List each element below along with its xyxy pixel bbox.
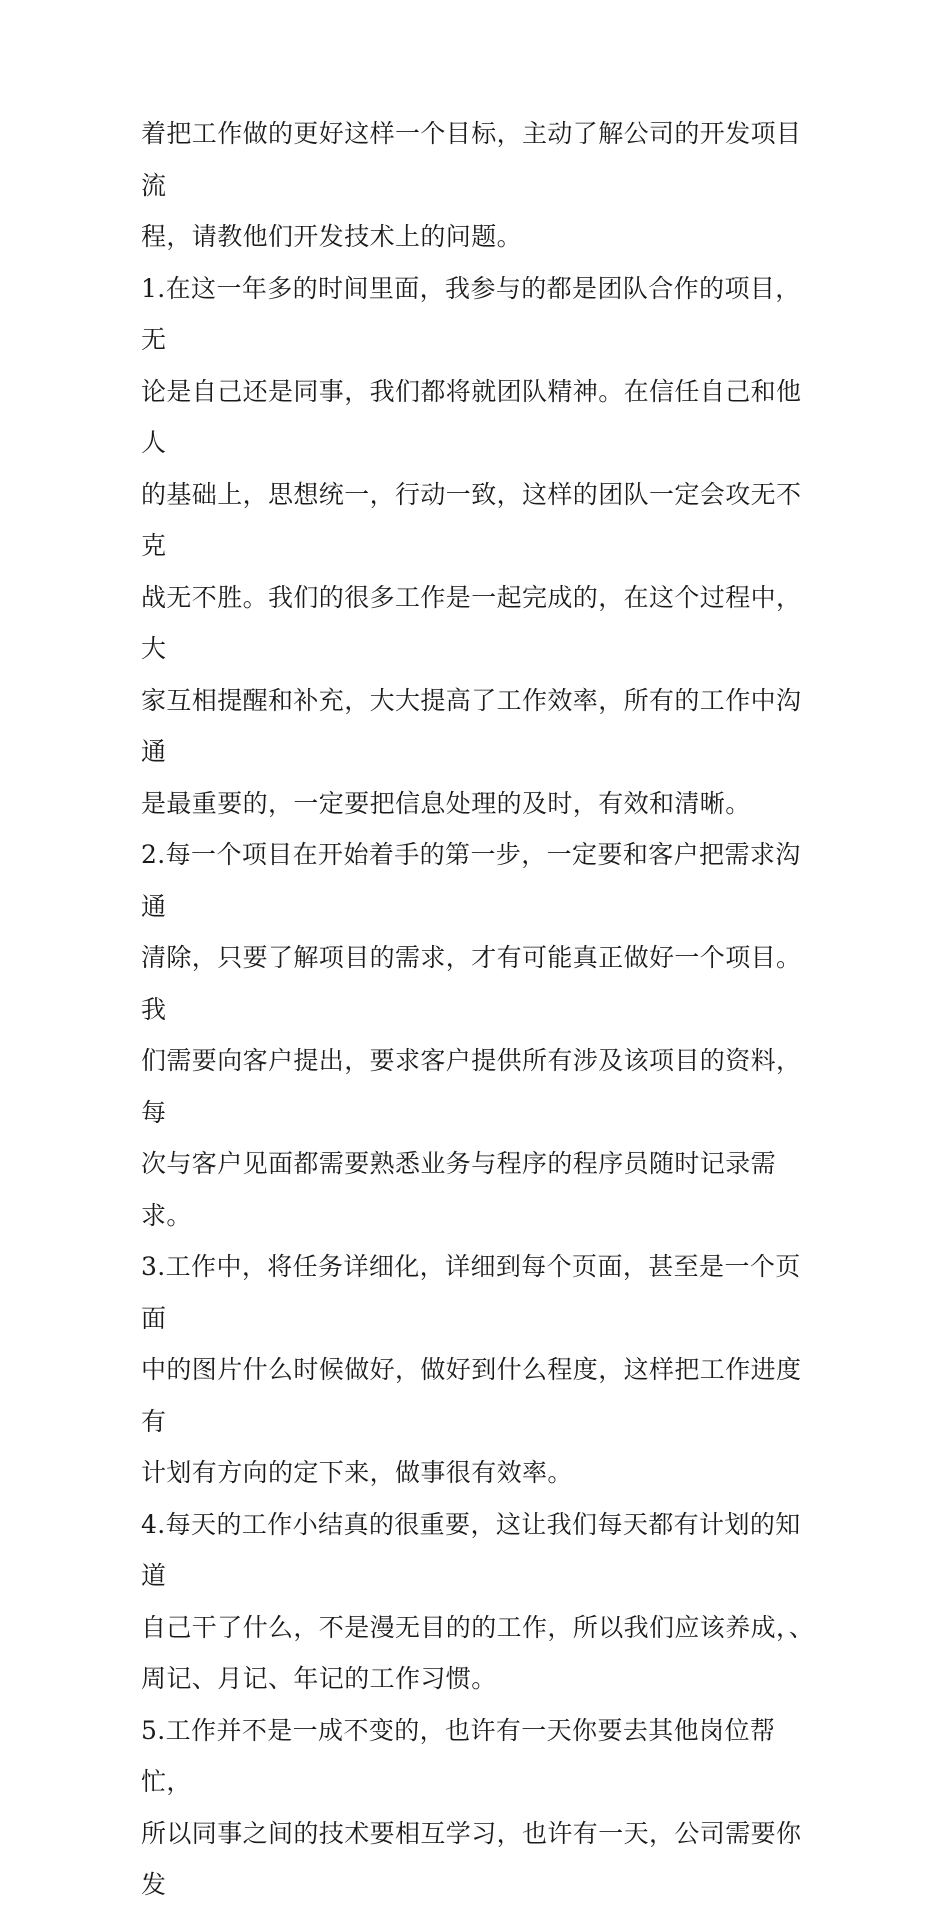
text-line: 清除，只要了解项目的需求，才有可能真正做好一个项目。我 (141, 943, 802, 1024)
paragraph-intro (141, 108, 821, 263)
text-line: 所以同事之间的技术要相互学习，也许有一天，公司需要你发 (141, 1818, 802, 1899)
text-line: 次与客户见面都需要熟悉业务与程序的程序员随时记录需求。 (141, 1149, 777, 1230)
paragraph-item-2 (141, 829, 821, 1241)
paragraph-item-4 (141, 1499, 821, 1705)
text-line: 计划有方向的定下来，做事很有效率。 (141, 1458, 573, 1487)
text-line: 自己干了什么，不是漫无目的的工作，所以我们应该养成，、 (141, 1612, 815, 1642)
text-line: 是最重要的，一定要把信息处理的及时，有效和清晰。 (141, 788, 751, 818)
text-line: 着把工作做的更好这样一个目标，主动了解公司的开发项目流 (141, 119, 802, 200)
text-line: 们需要向客户提出，要求客户提供所有涉及该项目的资料，每 (141, 1046, 802, 1127)
text-line: 1.在这一年多的时间里面，我参与的都是团队合作的项目，无 (141, 273, 801, 354)
paragraph-item-5 (141, 1705, 821, 1911)
text-line: 的基础上，思想统一，行动一致，这样的团队一定会攻无不克 (141, 479, 802, 560)
text-line: 中的图片什么时候做好，做好到什么程度，这样把工作进度有 (141, 1355, 802, 1436)
text-line: 程，请教他们开发技术上的问题。 (141, 222, 523, 251)
text-line: 3.工作中，将任务详细化，详细到每个页面，甚至是一个页面 (141, 1252, 801, 1333)
text-line: 4.每天的工作小结真的很重要，这让我们每天都有计划的知道 (141, 1509, 801, 1590)
document-body (141, 108, 821, 1911)
text-line: 5.工作并不是一成不变的，也许有一天你要去其他岗位帮忙， (141, 1715, 776, 1796)
paragraph-item-3 (141, 1241, 821, 1499)
text-line: 战无不胜。我们的很多工作是一起完成的，在这个过程中，大 (141, 582, 802, 663)
text-line: 2.每一个项目在开始着手的第一步，一定要和客户把需求沟通 (141, 840, 801, 921)
text-line: 家互相提醒和补充，大大提高了工作效率，所有的工作中沟通 (141, 685, 802, 766)
text-line: 论是自己还是同事，我们都将就团队精神。在信任自己和他人 (141, 376, 802, 457)
text-line: 周记、月记、年记的工作习惯。 (141, 1664, 497, 1693)
paragraph-item-1 (141, 263, 821, 830)
